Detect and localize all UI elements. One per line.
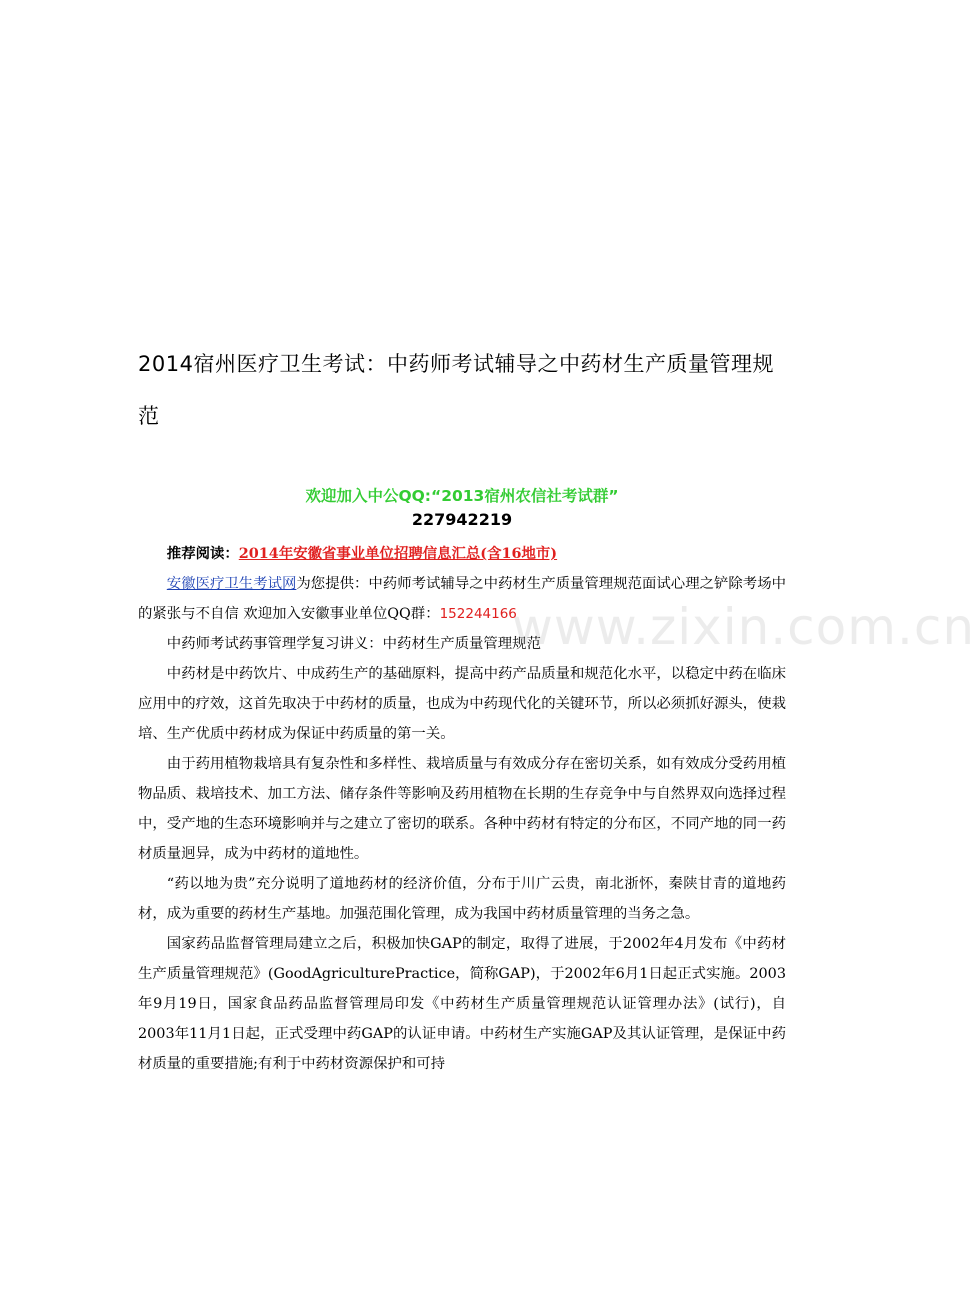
paragraph: 中药师考试药事管理学复习讲义：中药材生产质量管理规范: [166, 636, 541, 652]
document-body: [138, 539, 786, 1079]
welcome-banner: [138, 484, 786, 532]
watermark: www.zixin.com.cn: [512, 598, 975, 656]
document-title: 2014宿州医疗卫生考试：中药师考试辅导之中药材生产质量管理规范: [138, 352, 774, 428]
paragraph: 国家药品监督管理局建立之后，积极加快GAP的制定，取得了进展，于2002年4月发布《中药材生产质量管理规范》(GoodAgriculturePractice，简称GAP)，于2002年6月1日起正式实施。2003年9月19日，国家食品药品监督管理局印发《中药材生产质量管理规范认证管理办法》(试行)，自2003年11月1日起，正式受理中药GAP的认证申请。中药材生产实施GAP及其认证管理，是保证中药材质量的重要措施;有利于中药材资源保护和可持: [138, 936, 786, 1072]
site-link[interactable]: 安徽医疗卫生考试网: [166, 576, 297, 592]
recommend-label: 推荐阅读：: [166, 545, 239, 562]
intro-text: 为您提供：中药师考试辅导之中药材生产质量管理规范面试心理之铲除考场中的紧张与不自信 欢迎加入安徽事业单位QQ群：: [138, 576, 786, 622]
qq-group-number: 152244166: [439, 606, 517, 622]
paragraph: “药以地为贵”充分说明了道地药材的经济价值，分布于川广云贵，南北浙怀，秦陕甘青的道地药材，成为重要的药材生产基地。加强范围化管理，成为我国中药材质量管理的当务之急。: [138, 876, 786, 922]
paragraph: 由于药用植物栽培具有复杂性和多样性、栽培质量与有效成分存在密切关系，如有效成分受药用植物品质、栽培技术、加工方法、储存条件等影响及药用植物在长期的生存竞争中与自然界双向选择过程中，受产地的生态环境影响并与之建立了密切的联系。各种中药材有特定的分布区，不同产地的同一药材质量迥异，成为中药材的道地性。: [138, 756, 786, 862]
recommend-link[interactable]: 2014年安徽省事业单位招聘信息汇总(含16地市): [238, 545, 558, 562]
recommend-line: [138, 539, 786, 569]
welcome-qq-group-line: 欢迎加入中公QQ:“2013宿州农信社考试群”: [305, 487, 619, 505]
welcome-qq-number: 227942219: [411, 510, 513, 529]
intro-paragraph: [138, 569, 786, 629]
paragraph: 中药材是中药饮片、中成药生产的基础原料，提高中药产品质量和规范化水平，以稳定中药在临床应用中的疗效，这首先取决于中药材的质量，也成为中药现代化的关键环节，所以必须抓好源头，使栽培、生产优质中药材成为保证中药质量的第一关。: [138, 666, 786, 742]
